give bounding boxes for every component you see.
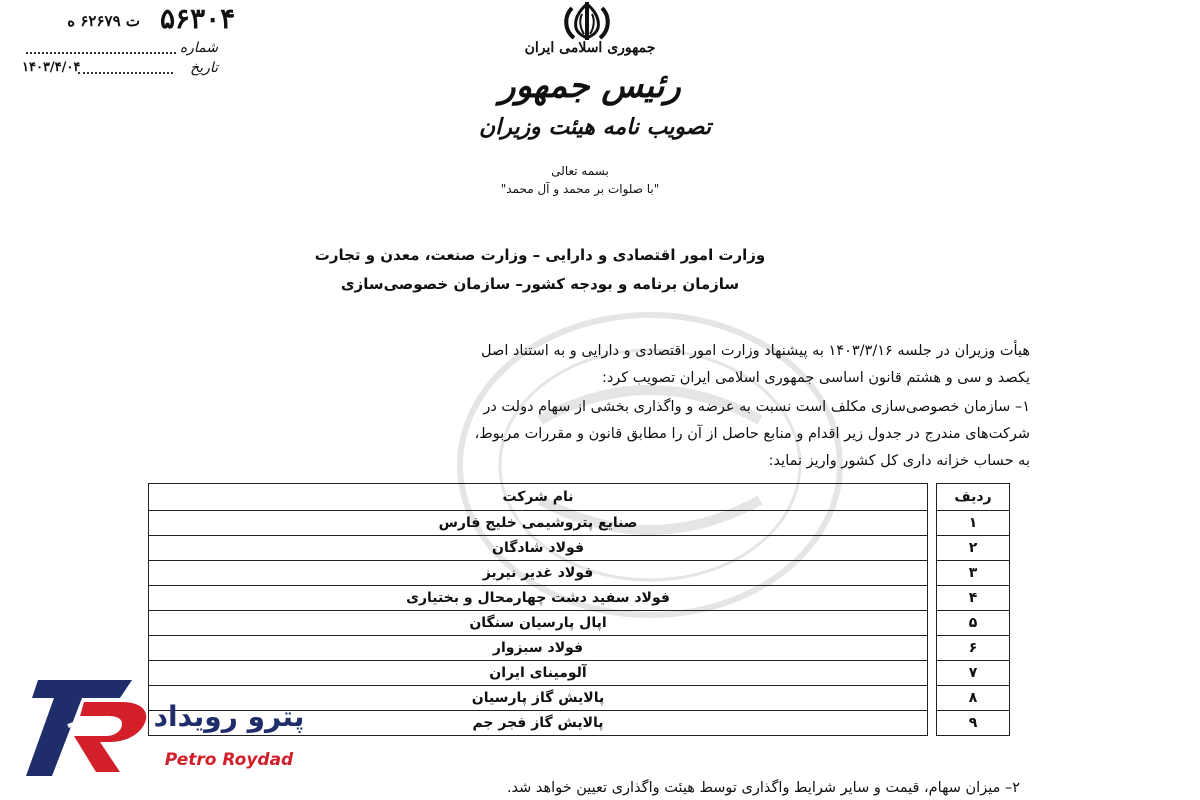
brand-name-fa: پترو رویداد <box>153 700 305 733</box>
row-gap <box>928 511 937 536</box>
row-gap <box>928 561 937 586</box>
clause-1-line: شرکت‌های مندرج در جدول زیر اقدام و منابع حاصل از آن را مطابق قانون و مقررات مربوط، <box>474 426 1030 442</box>
row-index: ۴ <box>937 586 1010 611</box>
row-gap <box>928 661 937 686</box>
company-name: فولاد غدیر نیریز <box>149 561 928 586</box>
company-name: فولاد سفید دشت چهارمحال و بختیاری <box>149 586 928 611</box>
registry-date-label: تاریخ <box>190 60 218 76</box>
row-gap <box>928 611 937 636</box>
clause-2-text: ۲– میزان سهام، قیمت و سایر شرایط واگذاری توسط هیئت واگذاری تعیین خواهد شد. <box>506 780 1020 796</box>
company-name: صنایع پتروشیمی خلیج فارس <box>149 511 928 536</box>
approval-title: تصویب نامه هیئت وزیران <box>479 114 711 140</box>
row-index: ۱ <box>937 511 1010 536</box>
recipient-line-1: وزارت امور اقتصادی و دارایی – وزارت صنعت، معدن و تجارت <box>314 246 766 264</box>
row-index: ۳ <box>937 561 1010 586</box>
table-row <box>149 536 1010 561</box>
table-row <box>149 511 1010 536</box>
row-index: ۲ <box>937 536 1010 561</box>
company-name: پالایش گاز پارسیان <box>149 686 928 711</box>
table-row <box>149 636 1010 661</box>
company-name: پالایش گاز فجر جم <box>149 711 928 736</box>
header-gap <box>928 484 937 511</box>
registry-date-dots <box>78 72 173 74</box>
table-row <box>149 586 1010 611</box>
row-index: ۸ <box>937 686 1010 711</box>
salawat: "با صلوات بر محمد و آل محمد" <box>500 182 660 196</box>
clause-1-line: به حساب خزانه داری کل کشور واریز نماید: <box>768 453 1030 469</box>
petro-roydad-mark-icon <box>24 680 152 776</box>
registry-date-row <box>18 60 218 80</box>
serial-block <box>5 2 285 42</box>
clause-1-line: ۱– سازمان خصوصی‌سازی مکلف است نسبت به عرضه و واگذاری بخشی از سهام دولت در <box>483 399 1030 415</box>
row-index: ۵ <box>937 611 1010 636</box>
row-index: ۷ <box>937 661 1010 686</box>
petro-roydad-logo <box>20 678 310 788</box>
intro-line: یکصد و سی و هشتم قانون اساسی جمهوری اسلامی ایران تصویب کرد: <box>601 370 1030 386</box>
table-row <box>149 561 1010 586</box>
table-header-row <box>149 484 1010 511</box>
company-name: اپال پارسیان سنگان <box>149 611 928 636</box>
registry-date-value: ۱۴۰۳/۴/۰۴ <box>22 60 81 75</box>
row-gap <box>928 711 937 736</box>
header-company-name: نام شرکت <box>149 484 928 511</box>
table-row <box>149 611 1010 636</box>
president-title: رئیس جمهور <box>499 66 681 106</box>
brand-name-en: Petro Roydad <box>164 750 294 770</box>
intro-line: هیأت وزیران در جلسه ۱۴۰۳/۳/۱۶ به پیشنهاد وزارت امور اقتصادی و دارایی و به استناد اصل <box>481 343 1030 359</box>
iran-emblem-icon <box>552 0 622 42</box>
company-name: فولاد شادگان <box>149 536 928 561</box>
row-gap <box>928 636 937 661</box>
registry-number-label: شماره <box>179 40 218 56</box>
row-gap <box>928 536 937 561</box>
company-name: فولاد سبزوار <box>149 636 928 661</box>
serial-prefix: ت ۶۲۶۷۹ ه <box>67 12 140 30</box>
bismillah: بسمه تعالی <box>551 164 609 178</box>
row-gap <box>928 586 937 611</box>
republic-title: جمهوری اسلامی ایران <box>524 40 656 56</box>
clause-1-paragraph <box>140 394 1030 475</box>
recipient-line-2: سازمان برنامه و بودجه کشور– سازمان خصوصی‌سازی <box>340 275 740 293</box>
registry-number-row <box>18 40 218 60</box>
row-index: ۶ <box>937 636 1010 661</box>
row-gap <box>928 686 937 711</box>
row-index: ۹ <box>937 711 1010 736</box>
intro-paragraph <box>140 338 1030 392</box>
serial-number: ۵۶۳۰۴ <box>160 2 236 35</box>
registry-number-dots <box>26 52 176 54</box>
company-name: آلومینای ایران <box>149 661 928 686</box>
header-row-number: ردیف <box>937 484 1010 511</box>
